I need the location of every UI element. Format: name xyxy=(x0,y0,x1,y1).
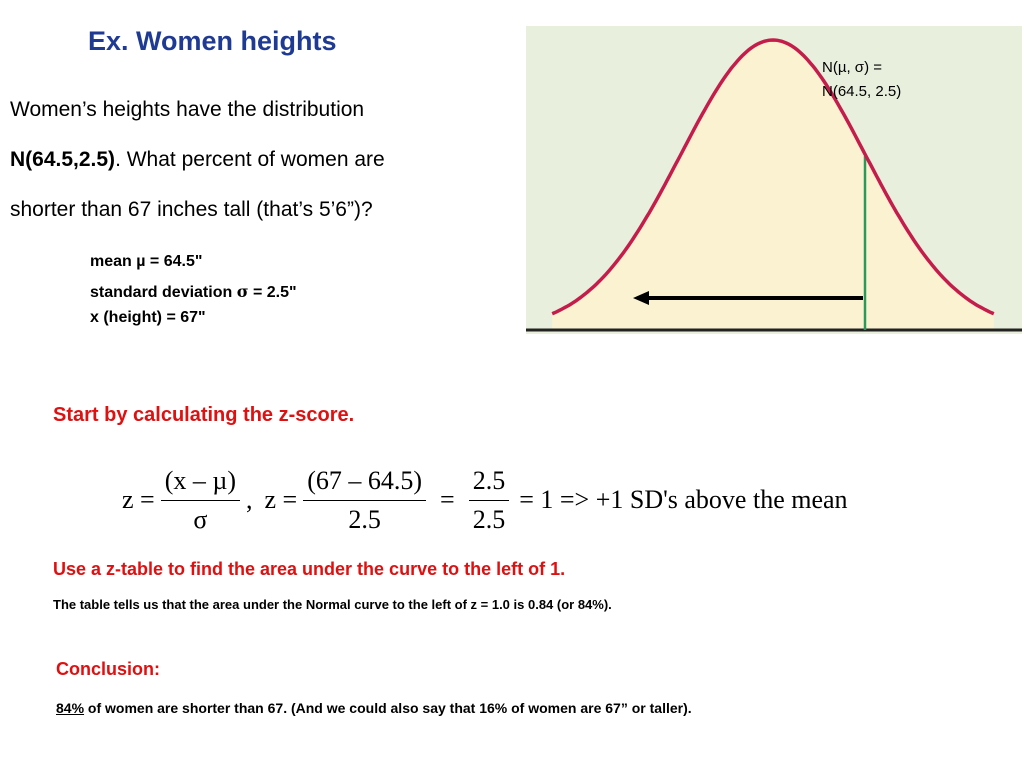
intro-line-2 xyxy=(10,148,510,172)
curve-annotation-line-2: N(64.5, 2.5) xyxy=(822,83,902,100)
z-equals-1: z = xyxy=(122,485,155,514)
z-score-formula xyxy=(122,464,972,536)
sigma-symbol: σ xyxy=(236,282,249,301)
z-table-note: The table tells us that the area under the Normal curve to the left of z = 1.0 is 0.84 (or 84%). xyxy=(53,597,612,612)
sd-value xyxy=(90,282,297,302)
fraction-numerator: 2.5 xyxy=(469,466,510,501)
z-equals-2: z = xyxy=(264,485,298,514)
z-fraction-simplified xyxy=(469,466,510,535)
conclusion-heading: Conclusion: xyxy=(56,659,160,679)
mean-value: mean µ = 64.5" xyxy=(90,253,203,270)
intro-line-3: shorter than 67 inches tall (that’s 5’6”)? xyxy=(10,198,373,221)
sd-prefix: standard deviation xyxy=(90,284,237,301)
distribution-notation: N(64.5,2.5) xyxy=(10,148,116,171)
step-1-heading: Start by calculating the z-score. xyxy=(53,404,355,426)
curve-annotation-line-1: N(µ, σ) = xyxy=(822,59,882,76)
x-value: x (height) = 67" xyxy=(90,309,206,326)
fraction-numerator: (67 – 64.5) xyxy=(303,466,426,501)
intro-line-1: Women’s heights have the distribution xyxy=(10,98,365,121)
conclusion-percent: 84% xyxy=(56,700,85,716)
intro-line-2-rest: . What percent of women are xyxy=(115,148,385,171)
fraction-denominator: 2.5 xyxy=(348,504,381,534)
step-2-heading: Use a z-table to find the area under the curve to the left of 1. xyxy=(53,559,566,579)
sd-suffix: = 2.5" xyxy=(248,284,297,301)
fraction-denominator: σ xyxy=(193,504,208,534)
conclusion-text xyxy=(56,700,692,716)
page-title: Ex. Women heights xyxy=(88,26,337,56)
z-fraction-values xyxy=(303,466,426,535)
normal-curve-chart xyxy=(526,26,1022,334)
formula-result: = 1 => +1 SD's above the mean xyxy=(519,485,848,514)
z-fraction-general xyxy=(161,466,240,535)
conclusion-rest: of women are shorter than 67. (And we could also say that 16% of women are 67” or taller). xyxy=(84,700,692,716)
fraction-denominator: 2.5 xyxy=(472,504,506,534)
normal-curve-svg xyxy=(526,26,1022,334)
fraction-numerator: (x – µ) xyxy=(161,466,240,501)
equals-sign: = xyxy=(440,485,455,514)
formula-comma: , xyxy=(246,485,253,514)
